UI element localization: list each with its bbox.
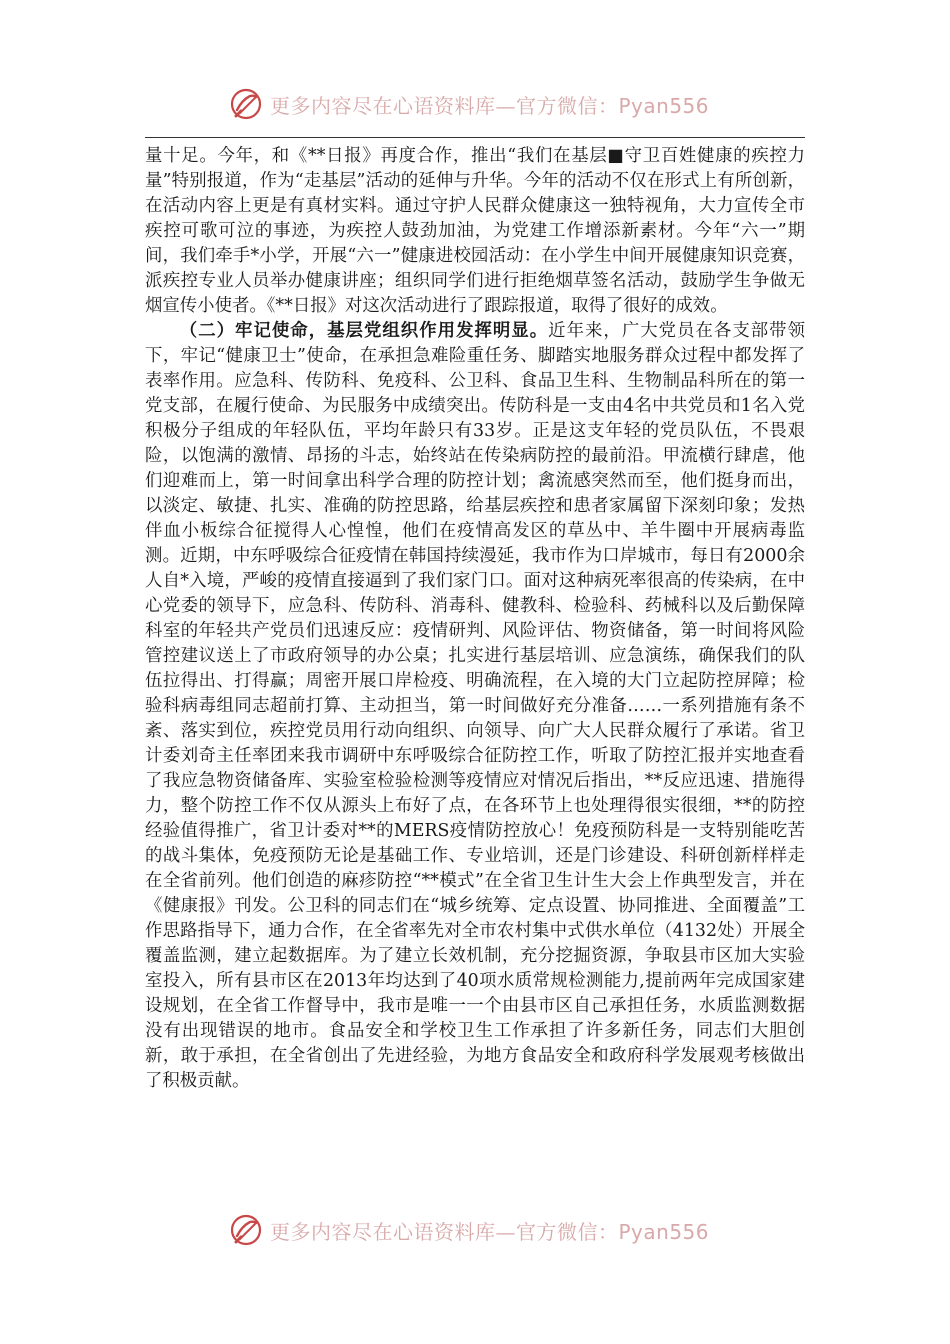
paragraph-2-text: 近年来，广大党员在各支部带领下，牢记“健康卫士”使命，在承担急难险重任务、脚踏实地服务群众过程中都发挥了表率作用。应急科、传防科、免疫科、公卫科、食品卫生科、生物制品科所在的第一党支部，在履行使命、为民服务中成绩突出。传防科是一支由4名中共党员和1名入党积极分子组成的年轻队伍，平均年龄只有33岁。正是这支年轻的党员队伍，不畏艰险，以饱满的激情、昂扬的斗志，始终站在传染病防控的最前沿。甲流横行肆虐，他们迎难而上，第一时间拿出科学合理的防控计划；禽流感突然而至，他们挺身而出，以淡定、敏捷、扎实、准确的防控思路，给基层疾控和患者家属留下深刻印象；发热伴血小板综合征搅得人心惶惶，他们在疫情高发区的草丛中、羊牛圈中开展病毒监测。近期，中东呼吸综合征疫情在韩国持续漫延，我市作为口岸城市，每日有2000余人自*入境，严峻的疫情直接逼到了我们家门口。面对这种病死率很高的传染病，在中心党委的领导下，应急科、传防科、消毒科、健教科、检验科、药械科以及后勤保障科室的年轻共产党员们迅速反应：疫情研判、风险评估、物资储备，第一时间将风险管控建议送上了市政府领导的办公桌；扎实进行基层培训、应急演练，确保我们的队伍拉得出、打得赢；周密开展口岸检疫、明确流程，在入境的大门立起防控屏障；检验科病毒组同志超前打算、主动担当，第一时间做好充分准备……一系列措施有条不紊、落实到位，疾控党员用行动向组织、向领导、向广大人民群众履行了承诺。省卫计委刘奇主任率团来我市调研中东呼吸综合征防控工作，听取了防控汇报并实地查看了我应急物资储备库、实验室检验检测等疫情应对情况后指出，**反应迅速、措施得力，整个防控工作不仅从源头上布好了点，在各环节上也处理得很实很细，**的防控经验值得推广，省卫计委对**的MERS疫情防控放心！免疫预防科是一支特别能吃苦的战斗集体，免疫预防无论是基础工作、专业培训，还是门诊建设、科研创新样样走在全省前列。他们创造的麻疹防控“**模式”在全省卫生计生大会上作典型发言，并在《健康报》刊发。公卫科的同志们在“城乡统筹、定点设置、协同推进、全面覆盖”工作思路指导下，通力合作，在全省率先对全市农村集中式供水单位（4132处）开展全覆盖监测，建立起数据库。为了建立长效机制，充分挖掘资源，争取县市区加大实验室投入，所有县市区在2013年均达到了40项水质常规检测能力,提前两年完成国家建设规划，在全省工作督导中，我市是唯一一个由县市区自己承担任务，水质监测数据没有出现错误的地市。食品安全和学校卫生工作承担了许多新任务，同志们大胆创新，敢于承担，在全省创出了先进经验，为地方食品安全和政府科学发展观考核做出了积极贡献。 xyxy=(145,321,805,1091)
footer-banner-text: 更多内容尽在心语资料库—官方微信：Pyan556 xyxy=(270,1219,710,1244)
pen-logo-icon xyxy=(228,86,264,122)
pen-logo-icon xyxy=(228,1212,264,1248)
footer-banner xyxy=(0,1210,950,1250)
header-banner-text: 更多内容尽在心语资料库—官方微信：Pyan556 xyxy=(270,93,710,118)
header-divider xyxy=(145,137,805,138)
footer-banner-id: Pyan556 xyxy=(618,1219,710,1244)
paragraph-2 xyxy=(145,319,805,1094)
header-banner xyxy=(0,84,950,124)
header-banner-id: Pyan556 xyxy=(618,93,710,118)
section-heading: （二）牢记使命，基层党组织作用发挥明显。 xyxy=(179,321,549,341)
document-body xyxy=(145,144,805,1094)
paragraph-1: 量十足。今年，和《**日报》再度合作，推出“我们在基层■守卫百姓健康的疾控力量”特别报道，作为“走基层”活动的延伸与升华。今年的活动不仅在形式上有所创新，在活动内容上更是有真材实料。通过守护人民群众健康这一独特视角，大力宣传全市疾控可歌可泣的事迹，为疾控人鼓劲加油，为党建工作增添新素材。今年“六一”期间，我们牵手*小学，开展“六一”健康进校园活动：在小学生中间开展健康知识竞赛，派疾控专业人员举办健康讲座；组织同学们进行拒绝烟草签名活动，鼓励学生争做无烟宣传小使者。《**日报》对这次活动进行了跟踪报道，取得了很好的成效。 xyxy=(145,146,805,316)
